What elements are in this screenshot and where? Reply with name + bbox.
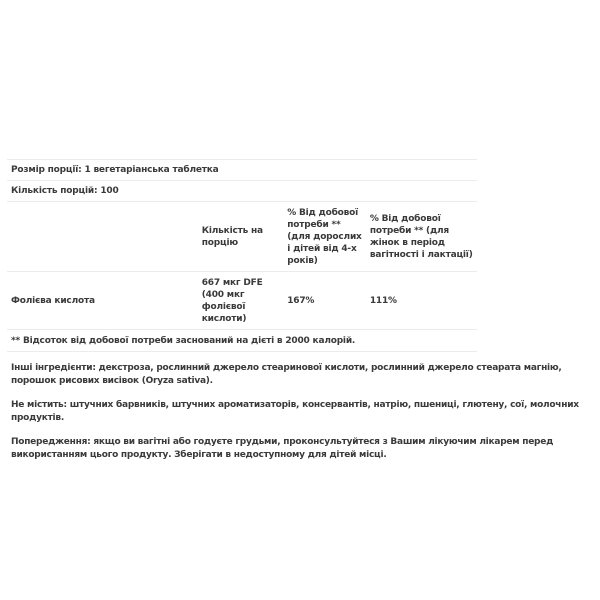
- table-header-row: [7, 202, 477, 272]
- nutrient-amount: 667 мкг DFE (400 мкг фолієвої кислоти): [198, 272, 284, 330]
- warning: Попередження: якщо ви вагітні або годуєте грудьми, проконсультуйтеся з Вашим лікуючим лікарем перед використанням цього продукту. Зберігати в недоступному для дітей місці.: [11, 437, 554, 460]
- product-notes: [7, 362, 591, 462]
- footnote: ** Відсоток від добової потреби заснований на дієті в 2000 калорій.: [7, 330, 477, 352]
- nutrient-dv-pregnant: 111%: [366, 272, 477, 330]
- other-ingredients: Інші інгредієнти: декстроза, рослинний джерело стеаринової кислоти, рослинний джерело стеарата магнію, порошок рисових висівок (Oryza sativa).: [11, 363, 562, 386]
- header-amount: Кількість на порцію: [198, 202, 284, 272]
- table-row: [7, 272, 477, 330]
- footnote-row: [7, 330, 477, 352]
- servings-count: Кількість порцій: 100: [7, 181, 477, 202]
- free-of: Не містить: штучних барвників, штучних ароматизаторів, консервантів, натрію, пшениці, глютену, сої, молочних продуктів.: [11, 400, 579, 423]
- nutrient-name: Фолієва кислота: [7, 272, 198, 330]
- supplement-facts-table: [7, 159, 477, 352]
- servings-count-row: [7, 181, 477, 202]
- header-dv-adults: % Від добової потреби ** (для дорослих і дітей від 4-х років): [283, 202, 366, 272]
- supplement-facts: [7, 159, 593, 473]
- header-empty: [7, 202, 198, 272]
- nutrient-dv-adults: 167%: [283, 272, 366, 330]
- header-dv-pregnant: % Від добової потреби ** (для жінок в період вагітності і лактації): [366, 202, 477, 272]
- serving-size: Розмір порції: 1 вегетаріанська таблетка: [7, 160, 477, 181]
- serving-size-row: [7, 160, 477, 181]
